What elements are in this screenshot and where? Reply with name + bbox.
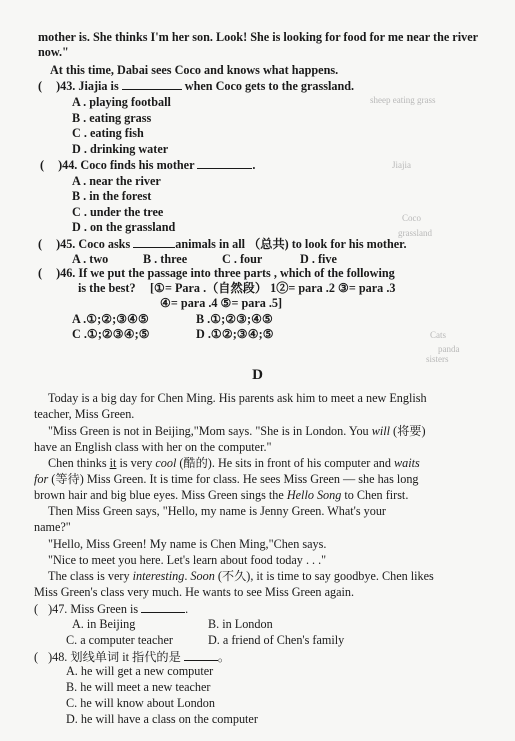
bleed-text: grassland xyxy=(398,228,432,238)
option-d: D . on the grassland xyxy=(72,220,176,234)
text-span: (将要) xyxy=(390,424,426,438)
italic-word: interesting xyxy=(132,569,185,583)
option-b: B . eating grass xyxy=(72,111,152,125)
option-b: B. in London xyxy=(208,617,273,631)
option-a: A . playing football xyxy=(72,95,171,109)
answer-paren: ( xyxy=(34,602,39,616)
option-c: C . under the tree xyxy=(72,205,164,219)
answer-paren: ( xyxy=(38,266,43,280)
option-c: C. a computer teacher xyxy=(66,633,173,647)
text-span: . xyxy=(184,569,191,583)
answer-paren: ( xyxy=(38,79,43,93)
passage-d-line: "Hello, Miss Green! My name is Chen Ming,"Chen says. xyxy=(48,537,327,551)
passage-d-line: Then Miss Green says, "Hello, my name is Jenny Green. What's your xyxy=(48,504,386,518)
answer-blank[interactable] xyxy=(141,601,185,613)
italic-word: waits xyxy=(393,456,420,470)
question-43-stem: )43. Jiajia is xyxy=(56,79,119,93)
question-45-stem: )45. Coco asks xyxy=(56,237,131,251)
question-46-parts-2: ④= para .4 ⑤= para .5] xyxy=(160,296,283,310)
passage-c-line-2: now." xyxy=(38,45,69,59)
option-c: C . four xyxy=(222,252,263,266)
question-47 xyxy=(34,601,188,617)
passage-d-line xyxy=(34,488,408,503)
question-46-parts-1: [①= Para .（自然段） 1②= para .2 ③= para .3 xyxy=(150,281,396,295)
passage-d-line: teacher, Miss Green. xyxy=(34,407,135,421)
question-47-stem-end: . xyxy=(185,602,189,616)
answer-paren: ( xyxy=(40,158,45,172)
question-46-stem: )46. If we put the passage into three parts , which of the following xyxy=(56,266,395,280)
answer-blank[interactable] xyxy=(133,236,175,248)
bleed-text: sisters xyxy=(426,354,449,364)
bleed-text: panda xyxy=(438,344,460,354)
text-span: (不久), it is time to say goodbye. Chen likes xyxy=(214,569,434,583)
answer-paren: ( xyxy=(34,650,39,664)
answer-blank[interactable] xyxy=(184,649,218,661)
passage-d-line: name?" xyxy=(34,520,71,534)
text-span: brown hair and big blue eyes. Miss Green sings the xyxy=(34,488,287,502)
answer-blank[interactable] xyxy=(197,157,252,169)
italic-word: will xyxy=(371,424,390,438)
text-span: The class is very xyxy=(48,569,133,583)
question-48 xyxy=(34,649,230,665)
question-44 xyxy=(40,157,255,173)
bleed-text: sheep eating grass xyxy=(370,95,436,105)
question-43-stem-end: when Coco gets to the grassland. xyxy=(184,79,355,93)
passage-d-line xyxy=(34,472,419,487)
option-d: D. a friend of Chen's family xyxy=(208,633,345,647)
option-a: A. in Beijing xyxy=(72,617,136,631)
underlined-word: it xyxy=(109,456,117,470)
italic-word: Soon xyxy=(190,569,215,583)
question-48-stem: )48. 划线单词 it 指代的是 xyxy=(48,650,181,664)
question-46-stem-2: is the best? xyxy=(78,281,136,295)
option-b: B . three xyxy=(143,252,188,266)
option-c: C. he will know about London xyxy=(66,696,215,710)
passage-d-line xyxy=(48,569,434,584)
question-44-stem-end: . xyxy=(252,158,256,172)
passage-d-line: Today is a big day for Chen Ming. His parents ask him to meet a new English xyxy=(48,391,427,405)
section-heading: D xyxy=(252,367,263,383)
bleed-text: Cats xyxy=(430,330,447,340)
question-45-stem-end: animals in all （总共) to look for his mother. xyxy=(175,237,407,251)
option-a: A .①;②;③④⑤ xyxy=(72,312,149,326)
option-b: B. he will meet a new teacher xyxy=(66,680,211,694)
option-c: C .①;②③④;⑤ xyxy=(72,327,150,341)
bleed-text: Jiajia xyxy=(392,160,411,170)
text-span: is very xyxy=(116,456,156,470)
option-b: B . in the forest xyxy=(72,189,152,203)
passage-c-line-3: At this time, Dabai sees Coco and knows what happens. xyxy=(50,63,339,77)
passage-d-line: have an English class with her on the computer." xyxy=(34,440,272,454)
text-span: (等待) Miss Green. It is time for class. He sees Miss Green — she has long xyxy=(48,472,419,486)
passage-c-line-1: mother is. She thinks I'm her son. Look! She is looking for food for me near the river xyxy=(38,30,479,44)
option-b: B .①;②③;④⑤ xyxy=(196,312,273,326)
passage-d-line: Miss Green's class very much. He wants to see Miss Green again. xyxy=(34,585,355,599)
option-a: A . near the river xyxy=(72,174,161,188)
option-d: D . five xyxy=(300,252,337,266)
italic-word: Hello Song xyxy=(286,488,342,502)
italic-word: cool xyxy=(155,456,177,470)
question-43 xyxy=(38,78,354,94)
text-span: (酷的). He sits in front of his computer and xyxy=(176,456,394,470)
answer-blank[interactable] xyxy=(122,78,182,90)
question-44-stem: )44. Coco finds his mother xyxy=(58,158,195,172)
option-d: D. he will have a class on the computer xyxy=(66,712,258,726)
bleed-text: Coco xyxy=(402,213,421,223)
passage-d-line xyxy=(48,424,426,439)
italic-word: for xyxy=(34,472,49,486)
question-45 xyxy=(38,236,407,252)
option-c: C . eating fish xyxy=(72,126,144,140)
question-47-stem: )47. Miss Green is xyxy=(48,602,139,616)
option-d: D .①②;③④;⑤ xyxy=(196,327,274,341)
question-48-stem-end: 。 xyxy=(217,650,231,664)
passage-d-line: "Nice to meet you here. Let's learn about food today . . ." xyxy=(48,553,327,567)
text-span: Chen thinks xyxy=(48,456,110,470)
option-d: D . drinking water xyxy=(72,142,169,156)
passage-d-line xyxy=(48,456,420,471)
question-46 xyxy=(38,266,395,281)
text-span: "Miss Green is not in Beijing,"Mom says. "She is in London. You xyxy=(48,424,372,438)
option-a: A. he will get a new computer xyxy=(66,664,214,678)
option-a: A . two xyxy=(72,252,109,266)
text-span: to Chen first. xyxy=(341,488,409,502)
answer-paren: ( xyxy=(38,237,43,251)
